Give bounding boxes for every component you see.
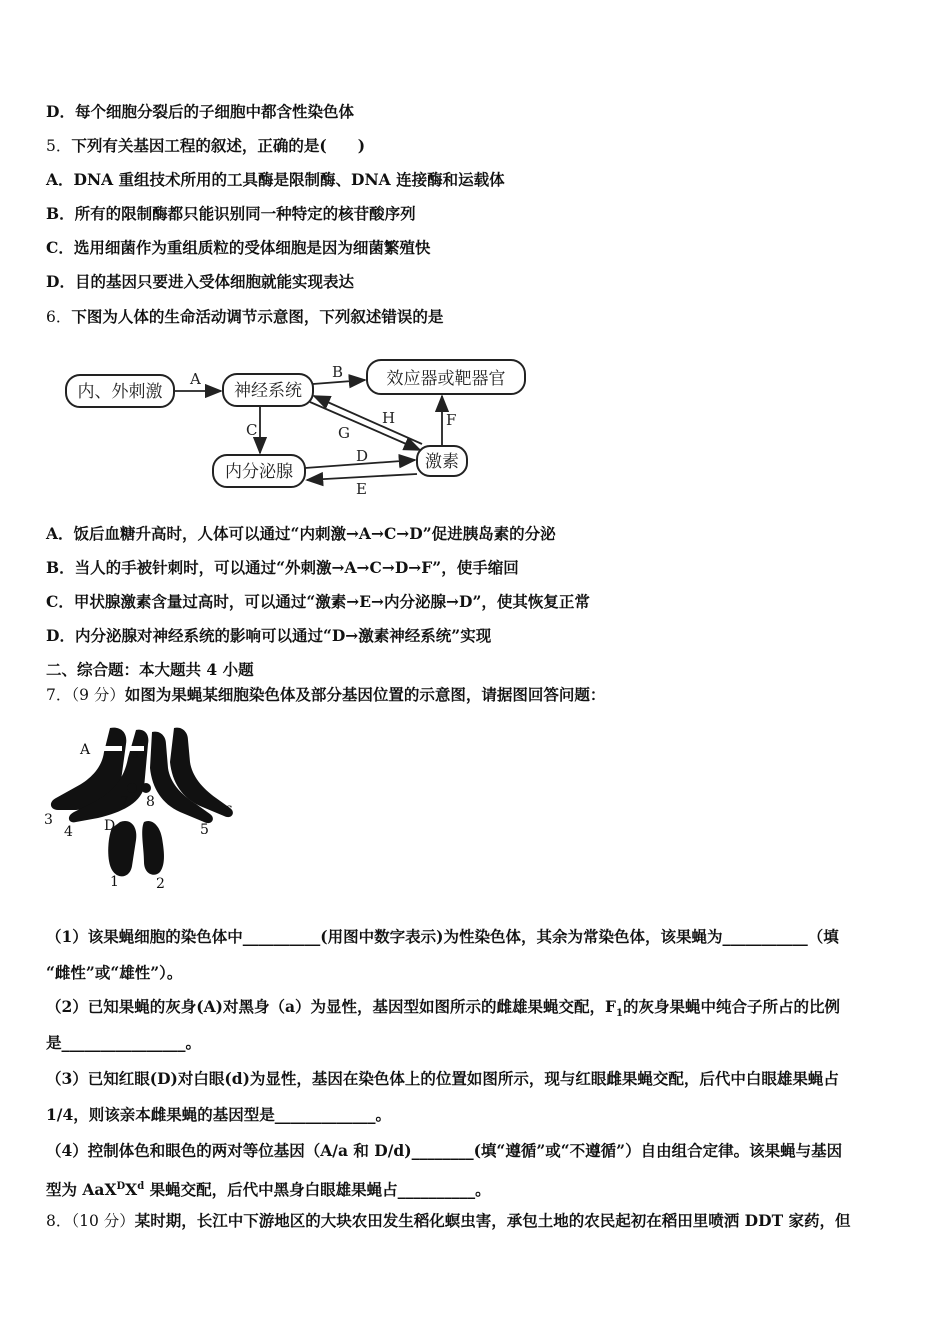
chromosome-2 <box>142 821 164 875</box>
gene-a-band <box>104 746 122 751</box>
q7-part3-line1: （3）已知红眼(D)对白眼(d)为显性，基因在染色体上的位置如图所示，现与红眼雌果蝇交配，后代中白眼雄果蝇占 <box>46 1069 839 1088</box>
q7-part4-sup-D: D <box>116 1181 126 1192</box>
edge-g-arrow <box>310 402 420 450</box>
q6-stem <box>46 306 443 328</box>
q7-part2-line2: 是________________。 <box>46 1033 202 1052</box>
q7-part4-sup-d: d <box>137 1181 145 1192</box>
edge-c-label: C <box>246 421 258 439</box>
node-stimulus-label: 内、外刺激 <box>77 382 163 402</box>
q8-number: 8． <box>46 1212 72 1230</box>
edge-a-label: A <box>190 370 201 388</box>
q8-stem <box>46 1210 851 1232</box>
edge-h-label: H <box>382 409 396 427</box>
section-2-heading: 二、综合题：本大题共 4 小题 <box>46 660 254 679</box>
edge-h-arrow <box>314 396 422 444</box>
q7-score: （9 分） <box>71 686 125 704</box>
q7-part2-text-b: 的灰身果蝇中纯合子所占的比例 <box>623 997 841 1016</box>
edge-b-label: B <box>332 363 344 381</box>
edge-e-label: E <box>356 480 367 498</box>
q7-part4-line2 <box>46 1176 491 1201</box>
label-7: 7 <box>120 794 129 810</box>
q5-stem <box>46 135 365 157</box>
q6-option-a: A．饭后血糖升高时，人体可以通过“内刺激→A→C→D”促进胰岛素的分泌 <box>46 524 556 543</box>
chromosome-8 <box>141 783 151 793</box>
q7-part4-text-a: 型为 AaX <box>46 1180 117 1200</box>
label-gene-a: a <box>132 747 140 761</box>
chromosome-7 <box>127 783 137 793</box>
label-2: 2 <box>156 876 165 892</box>
q7-part2-text-a: （2）已知果蝇的灰身(A)对黑身（a）为显性，基因型如图所示的雌雄果蝇交配，F <box>46 997 617 1016</box>
q7-part1-line1: （1）该果蝇细胞的染色体中__________(用图中数字表示)为性染色体，其余为常染色体，该果蝇为___________（填 <box>46 927 839 946</box>
q5-option-b: B．所有的限制酶都只能识别同一种特定的核苷酸序列 <box>46 204 416 223</box>
q7-part2-subscript: 1 <box>616 1008 623 1020</box>
chromosome-figure <box>40 718 250 898</box>
label-gene-D: D <box>104 818 116 834</box>
q6-option-b: B．当人的手被针刺时，可以通过“外刺激→A→C→D→F”，使手缩回 <box>46 558 519 577</box>
q7-stem <box>46 684 605 706</box>
label-5: 5 <box>200 822 209 838</box>
q7-part4-line1: （4）控制体色和眼色的两对等位基因（A/a 和 D/d)________(填“遵循”或“不遵循”）自由组合定律。该果蝇与基因 <box>46 1141 843 1160</box>
edge-g-label: G <box>338 424 350 442</box>
node-endocrine-label: 内分泌腺 <box>225 462 293 482</box>
q5-option-c: C．选用细菌作为重组质粒的受体细胞是因为细菌繁殖快 <box>46 238 431 257</box>
q5-stem-text: 下列有关基因工程的叙述，正确的是( ) <box>71 136 366 155</box>
q7-part3-line2: 1/4，则该亲本雌果蝇的基因型是_____________。 <box>46 1105 391 1124</box>
regulation-diagram <box>60 350 540 500</box>
q8-score: （10 分） <box>71 1212 135 1230</box>
edge-f-label: F <box>446 411 457 429</box>
q6-number: 6． <box>46 308 72 326</box>
node-hormone-label: 激素 <box>425 452 459 472</box>
q7-part4-text-c: 果蝇交配，后代中黑身白眼雄果蝇占__________。 <box>144 1180 491 1200</box>
label-4: 4 <box>64 824 73 840</box>
q5-option-a: A．DNA 重组技术所用的工具酶是限制酶、DNA 连接酶和运载体 <box>46 170 505 189</box>
label-gene-A: A <box>80 742 91 758</box>
label-1: 1 <box>110 874 119 890</box>
q7-stem-text: 如图为果蝇某细胞染色体及部分基因位置的示意图，请据图回答问题： <box>124 685 606 704</box>
q5-option-d: D．目的基因只要进入受体细胞就能实现表达 <box>46 272 354 291</box>
label-6: 6 <box>224 804 233 820</box>
q7-part4-text-b: X <box>125 1180 138 1200</box>
q4-option-d: D．每个细胞分裂后的子细胞中都含性染色体 <box>46 102 354 121</box>
node-effector-label: 效应器或靶器官 <box>386 369 506 389</box>
q8-stem-text: 某时期，长江中下游地区的大块农田发生稻化螟虫害，承包土地的农民起初在稻田里喷洒 DDT 家药，但 <box>134 1211 851 1230</box>
q6-stem-text: 下图为人体的生命活动调节示意图，下列叙述错误的是 <box>71 307 444 326</box>
q7-part2-line1 <box>46 996 840 1025</box>
q6-option-d: D．内分泌腺对神经系统的影响可以通过“D→激素神经系统”实现 <box>46 626 492 645</box>
label-3: 3 <box>44 812 53 828</box>
q6-option-c: C．甲状腺激素含量过高时，可以通过“激素→E→内分泌腺→D”，使其恢复正常 <box>46 592 590 611</box>
label-8: 8 <box>146 794 155 810</box>
q7-part1-line2: “雌性”或“雄性”）。 <box>46 963 183 982</box>
q5-number: 5． <box>46 137 72 155</box>
edge-d-label: D <box>356 447 369 465</box>
node-nervous-label: 神经系统 <box>234 381 302 401</box>
q7-number: 7． <box>46 686 72 704</box>
